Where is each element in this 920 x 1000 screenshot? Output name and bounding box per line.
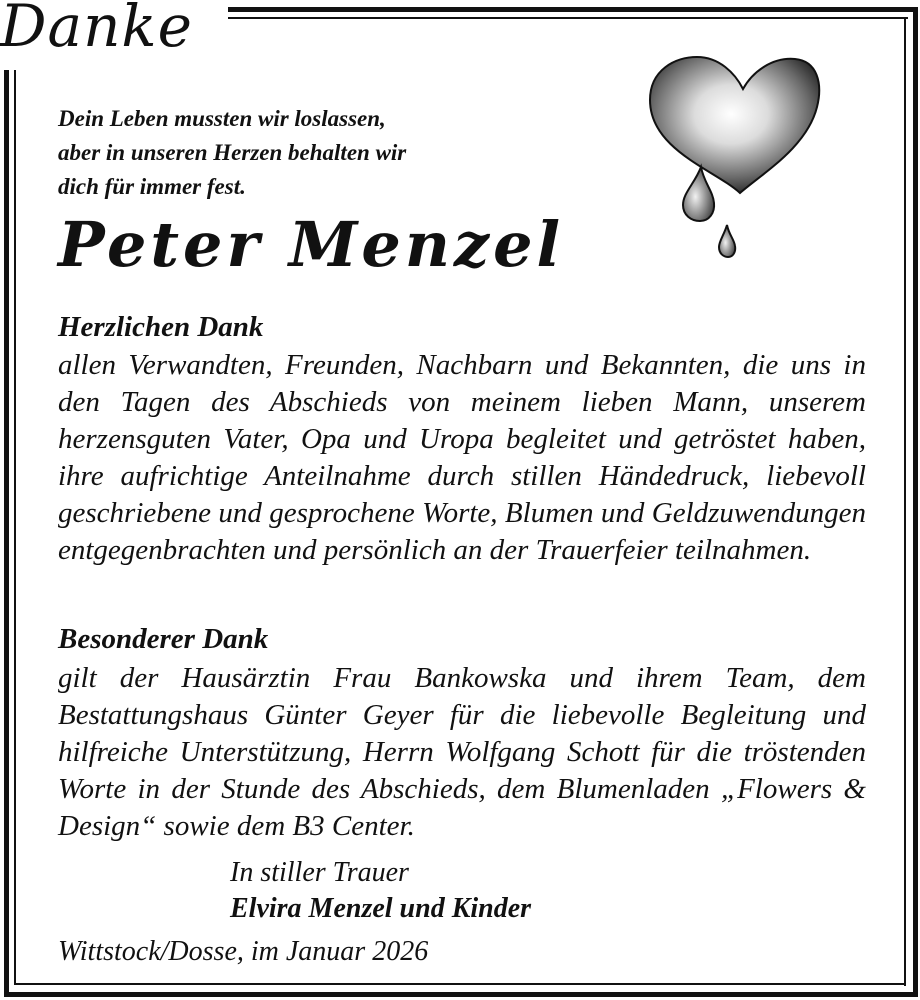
frame-inner-bottom [14,983,906,985]
place-date: Wittstock/Dosse, im Januar 2026 [58,936,429,967]
signature-line: In stiller Trauer [230,857,409,888]
frame-outer-right [913,7,918,997]
frame-outer-bottom [4,992,918,997]
section-text-special-thanks: gilt der Hausärztin Frau Bankowska und ihrem Team, dem Bestattungshaus Günter Geyer für die liebevolle Begleitung und hilfreiche Unterstützung, Herrn Wolfgang Schott für die tröstenden Worte in der Stunde des Abschieds, dem Blumenladen „Flowers & Design“ sowie dem B3 Center. [58,662,866,842]
section-text-thanks: allen Verwandten, Freunden, Nachbarn und Bekannten, die uns in den Tagen des Abschieds von meinem lieben Mann, unserem herzensguten Vater, Opa und Uropa begleitet und getröstet haben, ihre aufrichtige Anteilnahme durch stillen Händedruck, liebevoll geschriebene und gesprochene Worte, Blumen und Geldzuwendungen entgegenbrachten und persönlich an der Trauerfeier teilnahmen. [58,349,866,566]
frame-outer-left [4,70,9,997]
signature-names: Elvira Menzel und Kinder [230,893,532,924]
frame-inner-left [14,70,16,985]
frame-inner-top [228,17,908,19]
page-title: Danke [0,0,193,60]
deceased-name: Peter Menzel [58,208,565,281]
intro-verse: Dein Leben mussten wir loslassen, aber in unseren Herzen behalten wir dich für immer fest. [58,106,407,199]
teardrop-icon [683,167,714,221]
teardrop-icon [719,225,735,257]
section-heading-thanks: Herzlichen Dank [58,311,264,343]
section-heading-special-thanks: Besonderer Dank [58,623,269,655]
heart-icon [645,55,825,260]
frame-inner-right [904,17,906,986]
frame-outer-top [228,7,918,12]
